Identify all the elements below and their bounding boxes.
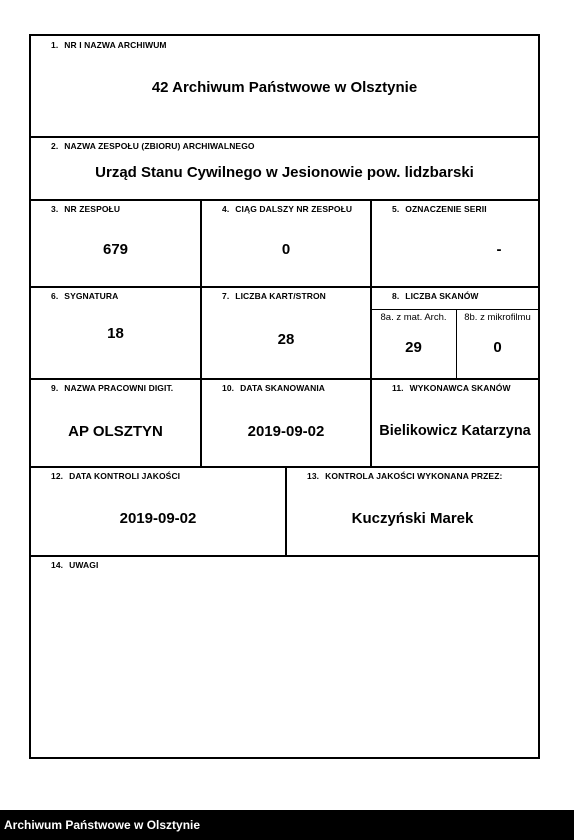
field-label: LICZBA SKANÓW: [405, 291, 479, 301]
footer-archive-name: Archiwum Państwowe w Olsztynie: [4, 818, 201, 832]
field-label: LICZBA KART/STRON: [235, 291, 326, 301]
field-number: 13.: [307, 471, 320, 481]
field-page-count: [202, 288, 370, 378]
field-value: AP OLSZTYN: [68, 423, 163, 440]
field-label: SYGNATURA: [64, 291, 119, 301]
subfield-value: 0: [493, 339, 502, 356]
field-value: 2019-09-02: [247, 423, 325, 440]
field-value: 679: [102, 241, 129, 258]
field-value: 18: [107, 325, 124, 342]
field-scan-date: [202, 380, 370, 466]
field-label: NR ZESPOŁU: [64, 204, 121, 214]
subfield-label: 8b. z mikrofilmu: [464, 312, 531, 323]
field-label: UWAGI: [69, 560, 99, 570]
field-digitization-lab: [31, 380, 200, 466]
field-value: Kuczyński Marek: [351, 510, 474, 527]
field-series-designation: [372, 201, 538, 286]
metadata-form: [29, 34, 540, 759]
subfield-value: 29: [405, 339, 422, 356]
field-label: CIĄG DALSZY NR ZESPOŁU: [235, 204, 353, 214]
field-number: 1.: [51, 40, 59, 50]
field-signature: [31, 288, 200, 378]
field-value: 0: [281, 241, 291, 258]
field-number: 10.: [222, 383, 235, 393]
field-scan-operator: [372, 380, 538, 466]
subfield-scans-microfilm: [457, 310, 538, 378]
field-collection-continuation: [202, 201, 370, 286]
field-value: 28: [277, 331, 295, 348]
field-archive-name: [31, 36, 538, 136]
field-value: 42 Archiwum Państwowe w Olsztynie: [151, 79, 418, 96]
field-number: 8.: [392, 291, 400, 301]
field-qc-date: [31, 468, 285, 555]
field-label: NAZWA PRACOWNI DIGIT.: [64, 383, 174, 393]
field-number: 11.: [392, 383, 404, 393]
field-label: KONTROLA JAKOŚCI WYKONANA PRZEZ:: [325, 471, 503, 481]
field-number: 7.: [222, 291, 230, 301]
field-number: 2.: [51, 141, 59, 151]
footer-bar: [0, 810, 574, 840]
field-value: Urząd Stanu Cywilnego w Jesionowie pow. lidzbarski: [95, 164, 474, 181]
field-value: 2019-09-02: [119, 510, 197, 527]
field-label: WYKONAWCA SKANÓW: [409, 383, 511, 393]
field-number: 3.: [51, 204, 59, 214]
subfield-label: 8a. z mat. Arch.: [380, 312, 447, 323]
field-number: 5.: [392, 204, 400, 214]
subfield-scans-archival: [371, 310, 456, 378]
field-number: 6.: [51, 291, 59, 301]
field-number: 12.: [51, 471, 64, 481]
field-label: OZNACZENIE SERII: [405, 204, 487, 214]
field-remarks: [31, 557, 538, 757]
field-label: DATA SKANOWANIA: [240, 383, 326, 393]
field-value: -: [496, 241, 502, 258]
field-qc-performed-by: [287, 468, 538, 555]
field-number: 9.: [51, 383, 59, 393]
field-number: 4.: [222, 204, 230, 214]
field-label: NAZWA ZESPOŁU (ZBIORU) ARCHIWALNEGO: [64, 141, 255, 151]
field-collection-name: [31, 138, 538, 199]
field-collection-number: [31, 201, 200, 286]
field-label: NR I NAZWA ARCHIWUM: [64, 40, 167, 50]
field-label: DATA KONTROLI JAKOŚCI: [69, 471, 181, 481]
field-number: 14.: [51, 560, 64, 570]
field-value: Bielikowicz Katarzyna: [379, 423, 531, 439]
